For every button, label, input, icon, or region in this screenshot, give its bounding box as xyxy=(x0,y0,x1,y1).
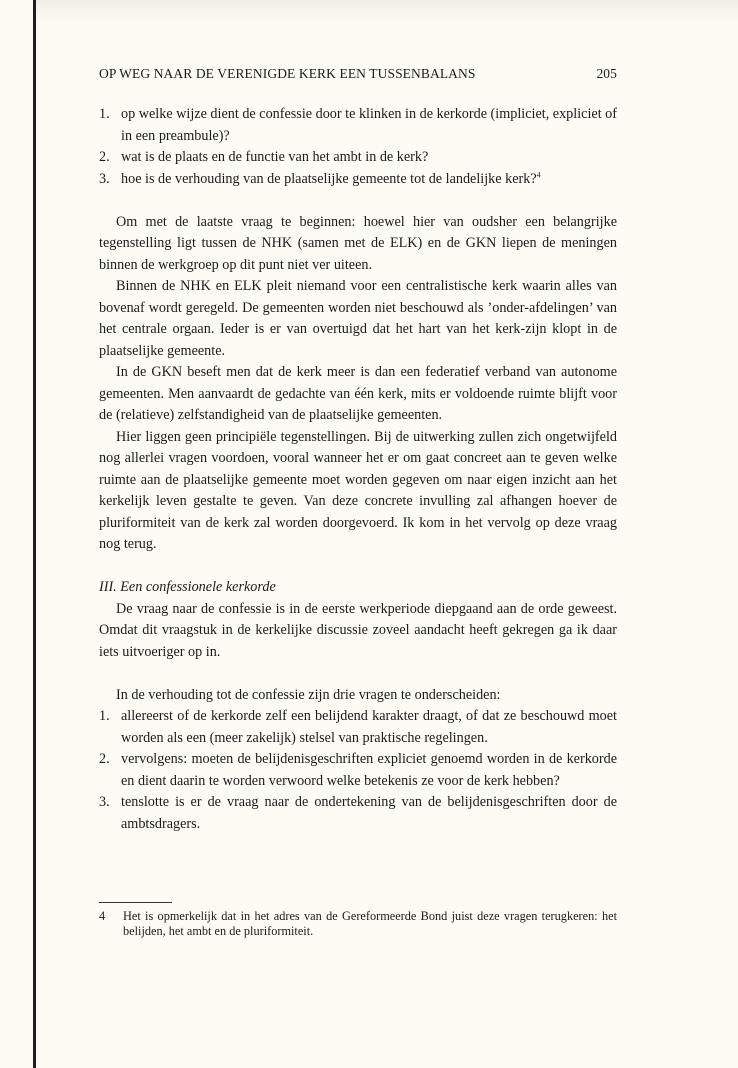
footnote-reference: 4 xyxy=(536,169,541,179)
binding-edge xyxy=(33,0,36,1068)
body-text xyxy=(99,104,617,835)
question-list-two xyxy=(99,706,617,835)
paragraph: De vraag naar de confessie is in de eerste werkperiode diepgaand aan de orde geweest. Omdat dit vraagstuk in de kerkelijke discussie zoveel aandacht heeft gekregen ga ik daar iets uitvoeriger op in. xyxy=(99,600,617,660)
list-item xyxy=(99,169,617,191)
footnote-divider xyxy=(99,902,172,903)
list-number: 2. xyxy=(99,149,110,165)
footnote-text: Het is opmerkelijk dat in het adres van de Gereformeerde Bond juist deze vragen terugkeren: het belijden, het ambt en de pluriformiteit. xyxy=(123,909,617,938)
list-number: 3. xyxy=(99,794,110,810)
scan-shadow xyxy=(36,0,738,22)
list-text: allereerst of de kerkorde zelf een belijdend karakter draagt, of dat ze beschouwd moet worden als een (meer zakelijk) stelsel van praktische regelingen. xyxy=(121,708,617,746)
list-item xyxy=(99,147,617,169)
list-number: 1. xyxy=(99,708,110,724)
running-header xyxy=(99,66,617,82)
paragraph: In de GKN beseft men dat de kerk meer is dan een federatief verband van autonome gemeenten. Men aanvaardt de gedachte van één kerk, mits er voldoende ruimte blijft voor de (relatieve) zelfstandigheid van de plaatselijke gemeenten. xyxy=(99,364,617,423)
list-item xyxy=(99,104,617,147)
list-text: hoe is de verhouding van de plaatselijke gemeente tot de landelijke kerk? xyxy=(121,170,537,187)
page-number: 205 xyxy=(596,66,617,81)
list-number: 1. xyxy=(99,106,110,122)
spacer xyxy=(99,663,617,685)
list-text: vervolgens: moeten de belijdenisgeschriften expliciet genoemd worden in de kerkorde en dient daarin te worden verwoord welke betekenis ze voor de kerk hebben? xyxy=(121,751,617,789)
spacer xyxy=(99,556,617,578)
footnote xyxy=(99,909,617,939)
spacer xyxy=(99,190,617,212)
paragraph: Hier liggen geen principiële tegenstellingen. Bij de uitwerking zullen zich ongetwijfeld nog allerlei vragen voordoen, vooral wanneer het er om gaat concreet aan te geven welke ruimte aan de plaatselijke gemeente moet worden gegeven om naar eigen inzicht aan het kerkelijk leven gestalte te geven. Van deze concrete invulling zal afhangen hoever de pluriformiteit van de kerk zal worden doorgevoerd. Ik kom in het vervolg op deze vraag nog terug. xyxy=(99,428,617,552)
list-item xyxy=(99,792,617,835)
footnote-number: 4 xyxy=(99,909,106,923)
list-text: tenslotte is er de vraag naar de ondertekening van de belijdenisgeschriften door de ambtsdragers. xyxy=(121,794,617,832)
list-intro: In de verhouding tot de confessie zijn drie vragen te onderscheiden: xyxy=(116,686,501,703)
list-item xyxy=(99,706,617,749)
list-number: 3. xyxy=(99,170,110,187)
list-number: 2. xyxy=(99,751,110,767)
list-text: wat is de plaats en de functie van het ambt in de kerk? xyxy=(121,149,429,165)
list-item xyxy=(99,749,617,792)
running-title: OP WEG NAAR DE VERENIGDE KERK EEN TUSSENBALANS xyxy=(99,66,476,81)
question-list-one xyxy=(99,104,617,190)
paragraph: Binnen de NHK en ELK pleit niemand voor een centralistische kerk waarin alles van bovenaf wordt geregeld. De gemeenten worden niet beschouwd als ’onder-afdelingen’ van het centrale orgaan. Ieder is er van overtuigd dat het hart van het kerk-zijn klopt in de plaatselijke gemeente. xyxy=(99,278,617,359)
section-heading: III. Een confessionele kerkorde xyxy=(99,579,276,595)
paragraph: Om met de laatste vraag te beginnen: hoewel hier van oudsher een belangrijke tegenstelling ligt tussen de NHK (samen met de ELK) en de GKN liepen de meningen binnen de werkgroep op dit punt niet ver uiteen. xyxy=(99,213,617,273)
list-text: op welke wijze dient de confessie door te klinken in de kerkorde (impliciet, expliciet of in een preambule)? xyxy=(121,106,618,144)
